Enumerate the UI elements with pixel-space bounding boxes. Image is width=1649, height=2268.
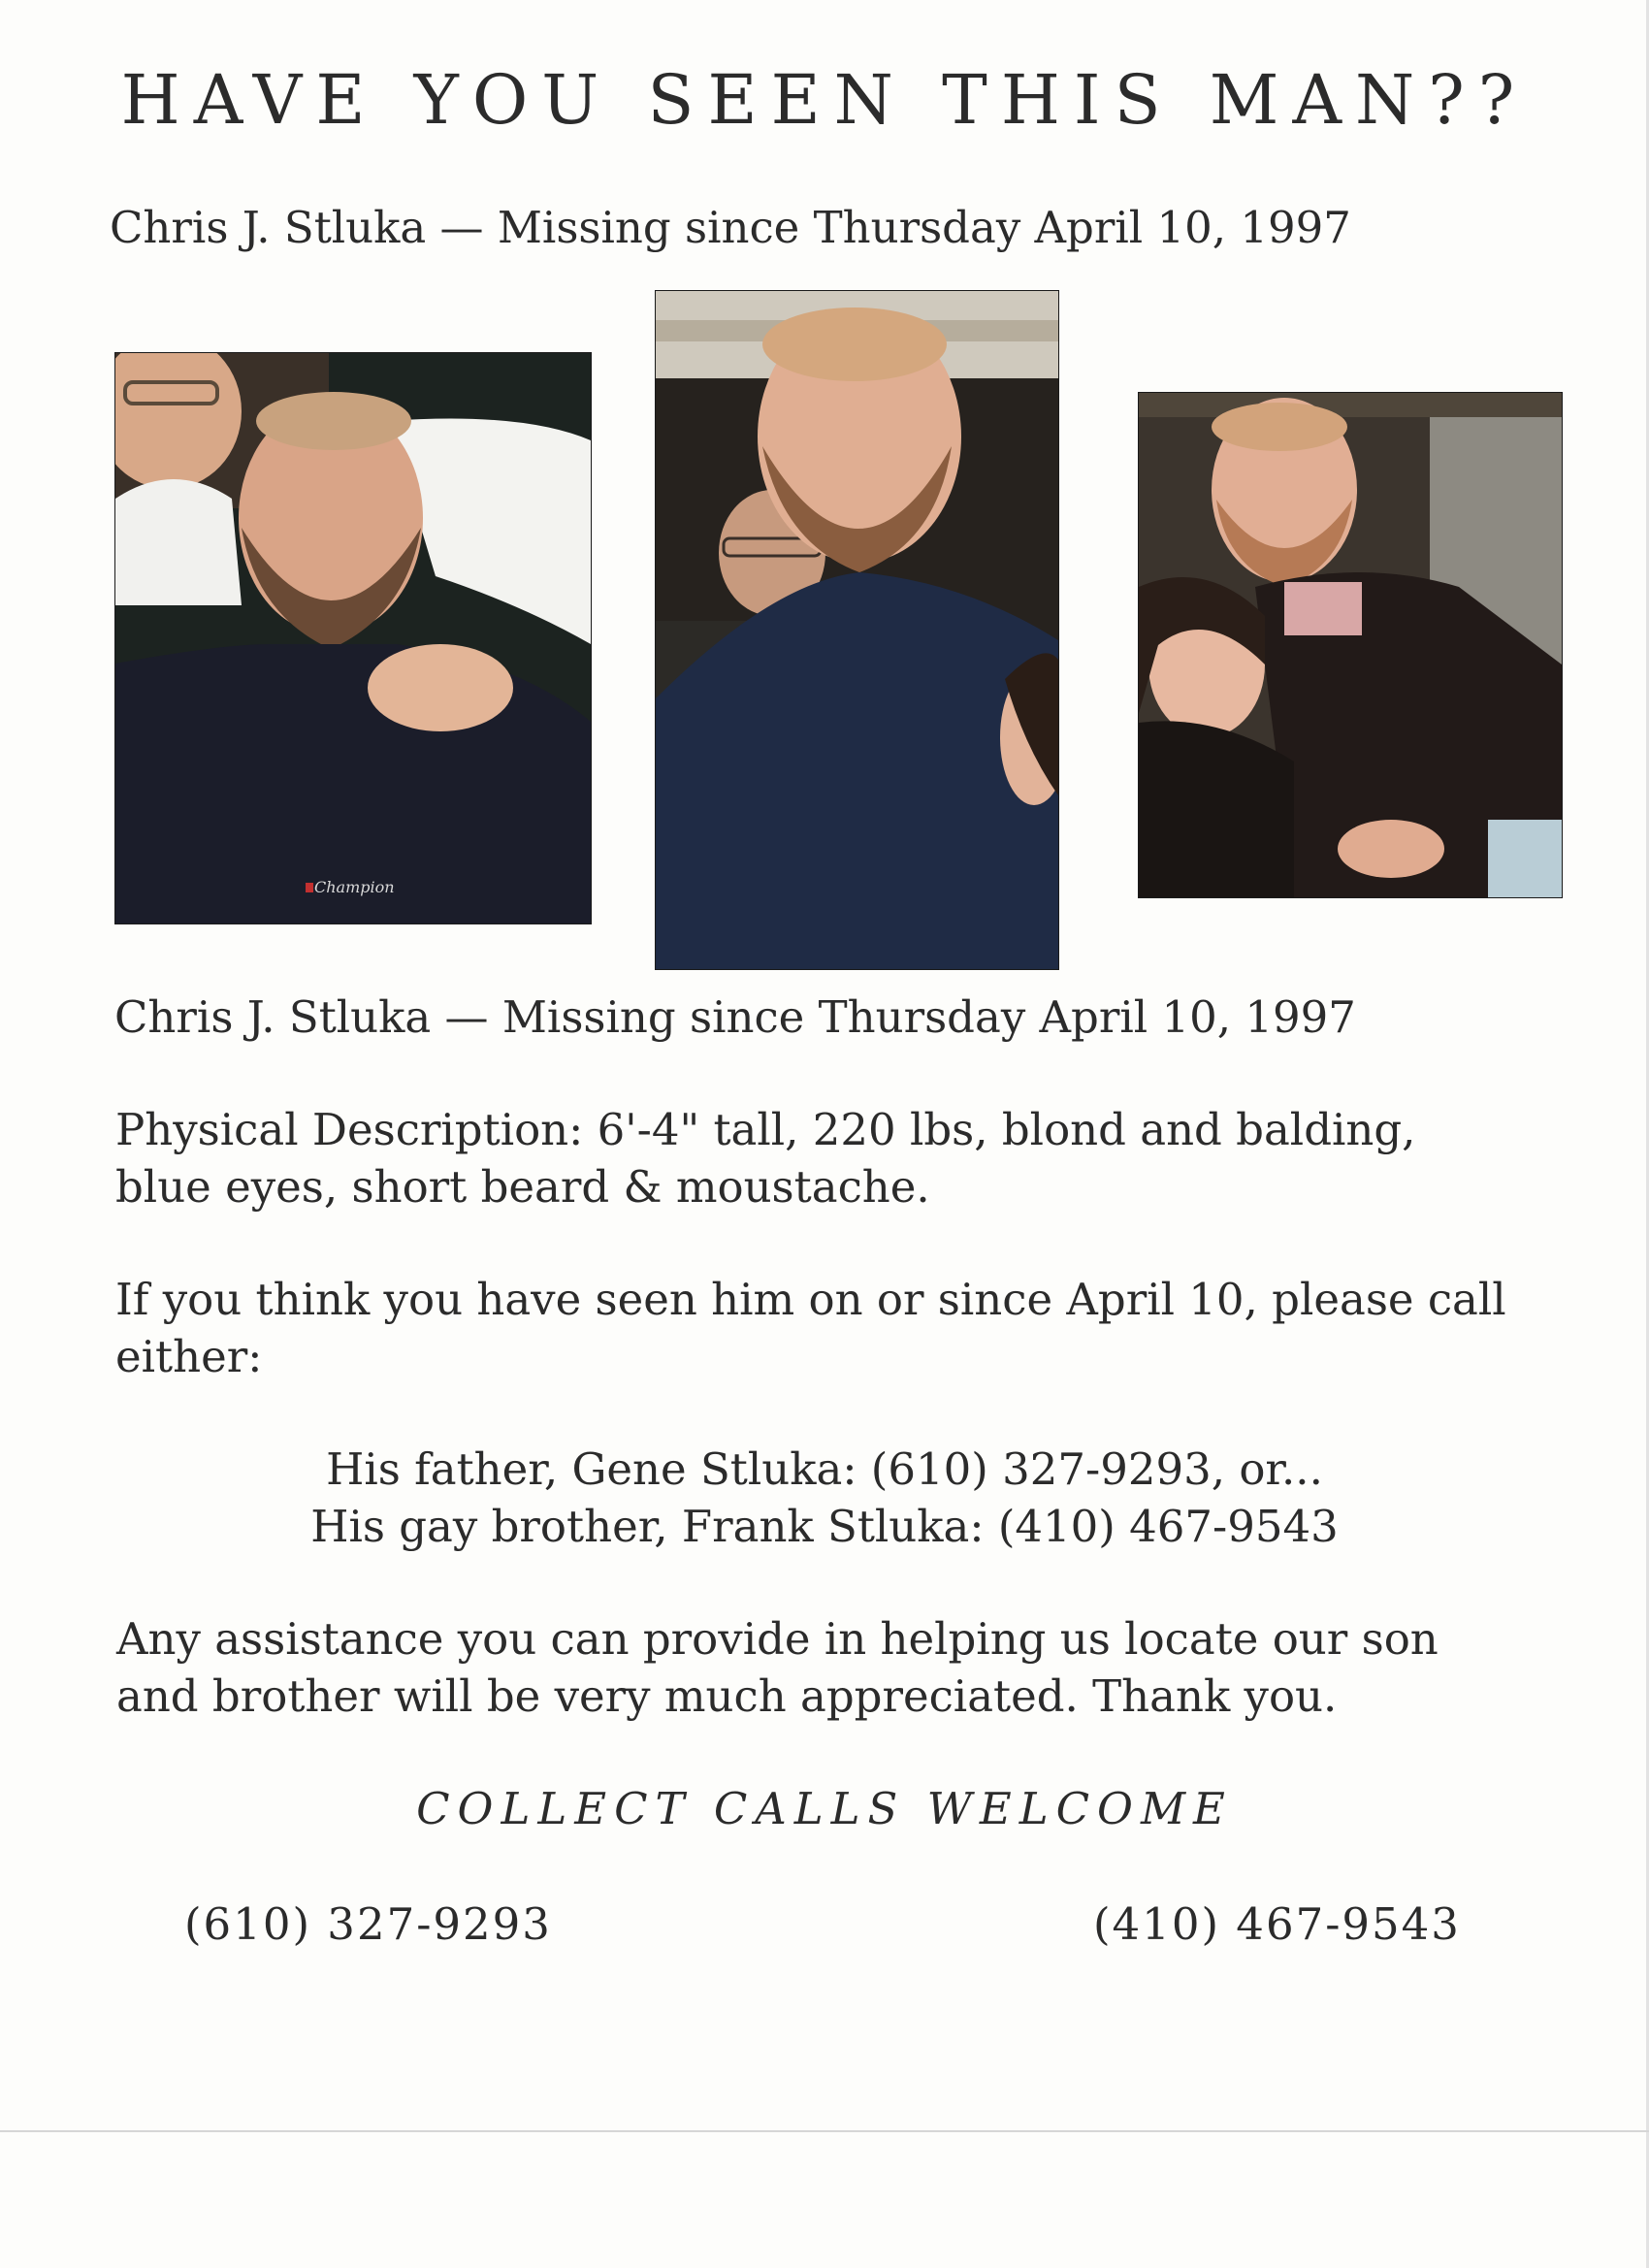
photo-1-image	[115, 353, 591, 923]
flyer-title: HAVE YOU SEEN THIS MAN??	[120, 60, 1529, 140]
assistance-line-2: and brother will be very much appreciated. Thank you.	[116, 1670, 1338, 1722]
collect-calls-banner: COLLECT CALLS WELCOME	[416, 1783, 1233, 1834]
subtitle-bottom: Chris J. Stluka — Missing since Thursday April 10, 1997	[114, 991, 1356, 1043]
photo-1	[114, 352, 592, 924]
description-line-1: Physical Description: 6'-4" tall, 220 lbs, blond and balding,	[115, 1104, 1416, 1155]
phone-left: (610) 327-9293	[184, 1898, 552, 1950]
photo-2-image	[656, 291, 1058, 969]
subtitle-top: Chris J. Stluka — Missing since Thursday April 10, 1997	[110, 202, 1351, 253]
photo-3-image	[1139, 393, 1562, 897]
assistance-line-1: Any assistance you can provide in helping us locate our son	[116, 1613, 1439, 1665]
description-line-2: blue eyes, short beard & moustache.	[115, 1161, 930, 1213]
bottom-rule	[0, 2130, 1649, 2132]
contact-father: His father, Gene Stluka: (610) 327-9293, or...	[326, 1443, 1323, 1495]
shirt-logo-text: Champion	[314, 878, 395, 896]
photo-2	[655, 290, 1059, 970]
phone-right: (410) 467-9543	[1093, 1898, 1461, 1950]
callout-line-2: either:	[115, 1331, 263, 1382]
photo-3	[1138, 392, 1563, 898]
callout-line-1: If you think you have seen him on or since April 10, please call	[115, 1274, 1506, 1325]
contact-brother: His gay brother, Frank Stluka: (410) 467-9543	[310, 1501, 1339, 1552]
